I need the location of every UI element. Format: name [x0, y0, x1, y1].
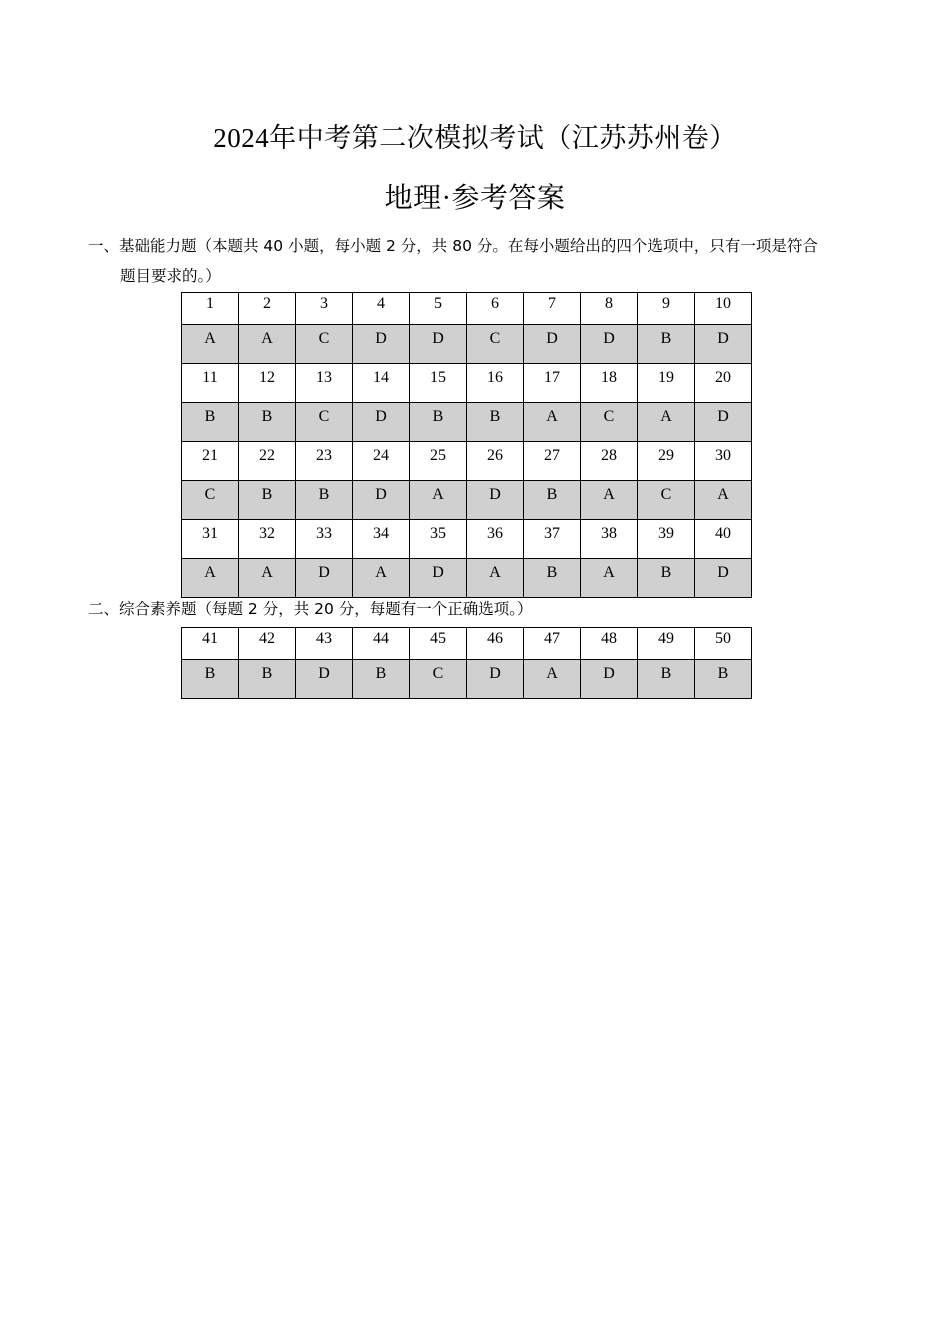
answer-cell: B [410, 403, 467, 442]
question-number-cell: 21 [182, 442, 239, 481]
question-number-cell: 2 [239, 293, 296, 325]
question-number-cell: 44 [353, 628, 410, 660]
answer-cell: B [182, 660, 239, 699]
answer-cell: D [353, 325, 410, 364]
section1-heading-line1: 一、基础能力题（本题共 40 小题，每小题 2 分，共 80 分。在每小题给出的四个选项中，只有一项是符合 [88, 237, 818, 255]
answer-cell: D [524, 325, 581, 364]
answer-row [182, 403, 752, 442]
answer-cell: C [638, 481, 695, 520]
question-number-cell: 8 [581, 293, 638, 325]
question-number-cell: 35 [410, 520, 467, 559]
answer-cell: D [695, 559, 752, 598]
question-number-cell: 15 [410, 364, 467, 403]
question-number-cell: 5 [410, 293, 467, 325]
answer-cell: A [581, 481, 638, 520]
answer-cell: A [638, 403, 695, 442]
answer-cell: B [467, 403, 524, 442]
section2-answer-table [181, 627, 752, 699]
answer-cell: D [581, 325, 638, 364]
question-number-cell: 19 [638, 364, 695, 403]
question-number-cell: 27 [524, 442, 581, 481]
answer-cell: B [239, 481, 296, 520]
question-number-cell: 28 [581, 442, 638, 481]
answer-row [182, 660, 752, 699]
answer-cell: A [239, 559, 296, 598]
question-number-cell: 20 [695, 364, 752, 403]
answer-cell: C [581, 403, 638, 442]
question-number-cell: 6 [467, 293, 524, 325]
question-number-cell: 11 [182, 364, 239, 403]
answer-cell: B [524, 559, 581, 598]
answer-cell: B [638, 325, 695, 364]
question-number-row [182, 293, 752, 325]
question-number-cell: 17 [524, 364, 581, 403]
answer-cell: C [182, 481, 239, 520]
question-number-row [182, 364, 752, 403]
answer-cell: D [695, 325, 752, 364]
answer-cell: A [467, 559, 524, 598]
question-number-cell: 48 [581, 628, 638, 660]
question-number-cell: 23 [296, 442, 353, 481]
question-number-cell: 4 [353, 293, 410, 325]
answer-cell: D [353, 481, 410, 520]
answer-cell: D [467, 481, 524, 520]
question-number-cell: 43 [296, 628, 353, 660]
question-number-cell: 40 [695, 520, 752, 559]
document-title: 2024年中考第二次模拟考试（江苏苏州卷） [213, 123, 737, 153]
question-number-cell: 9 [638, 293, 695, 325]
answer-cell: A [353, 559, 410, 598]
question-number-cell: 13 [296, 364, 353, 403]
answer-cell: A [695, 481, 752, 520]
section1-heading-line2: 题目要求的。） [120, 267, 221, 285]
question-number-cell: 39 [638, 520, 695, 559]
answer-cell: B [524, 481, 581, 520]
question-number-cell: 18 [581, 364, 638, 403]
question-number-cell: 31 [182, 520, 239, 559]
question-number-cell: 34 [353, 520, 410, 559]
question-number-cell: 47 [524, 628, 581, 660]
question-number-row [182, 628, 752, 660]
question-number-cell: 12 [239, 364, 296, 403]
question-number-cell: 37 [524, 520, 581, 559]
answer-row [182, 559, 752, 598]
answer-cell: A [182, 325, 239, 364]
question-number-cell: 1 [182, 293, 239, 325]
question-number-cell: 29 [638, 442, 695, 481]
answer-cell: C [296, 325, 353, 364]
answer-cell: D [695, 403, 752, 442]
answer-cell: D [353, 403, 410, 442]
section1-heading [88, 231, 868, 291]
question-number-cell: 42 [239, 628, 296, 660]
question-number-cell: 3 [296, 293, 353, 325]
answer-cell: B [182, 403, 239, 442]
answer-cell: D [296, 660, 353, 699]
section2-heading: 二、综合素养题（每题 2 分，共 20 分，每题有一个正确选项。） [88, 600, 533, 618]
question-number-cell: 26 [467, 442, 524, 481]
answer-cell: D [296, 559, 353, 598]
answer-cell: D [581, 660, 638, 699]
question-number-cell: 33 [296, 520, 353, 559]
answer-cell: B [695, 660, 752, 699]
question-number-cell: 30 [695, 442, 752, 481]
question-number-cell: 45 [410, 628, 467, 660]
answer-cell: A [524, 660, 581, 699]
answer-cell: A [524, 403, 581, 442]
answer-cell: C [467, 325, 524, 364]
question-number-cell: 24 [353, 442, 410, 481]
answer-cell: B [638, 559, 695, 598]
question-number-cell: 41 [182, 628, 239, 660]
question-number-cell: 14 [353, 364, 410, 403]
answer-row [182, 325, 752, 364]
question-number-cell: 50 [695, 628, 752, 660]
question-number-cell: 7 [524, 293, 581, 325]
answer-cell: B [239, 403, 296, 442]
question-number-row [182, 520, 752, 559]
answer-cell: A [239, 325, 296, 364]
question-number-cell: 16 [467, 364, 524, 403]
question-number-cell: 46 [467, 628, 524, 660]
question-number-cell: 32 [239, 520, 296, 559]
section1-answer-table [181, 292, 752, 598]
answer-cell: C [296, 403, 353, 442]
answer-cell: B [239, 660, 296, 699]
answer-row [182, 481, 752, 520]
question-number-cell: 22 [239, 442, 296, 481]
answer-cell: D [410, 559, 467, 598]
answer-cell: B [296, 481, 353, 520]
answer-cell: A [410, 481, 467, 520]
answer-cell: A [182, 559, 239, 598]
question-number-cell: 10 [695, 293, 752, 325]
answer-cell: B [638, 660, 695, 699]
answer-cell: D [410, 325, 467, 364]
answer-cell: D [467, 660, 524, 699]
answer-cell: C [410, 660, 467, 699]
question-number-cell: 36 [467, 520, 524, 559]
question-number-cell: 25 [410, 442, 467, 481]
question-number-row [182, 442, 752, 481]
answer-cell: B [353, 660, 410, 699]
question-number-cell: 49 [638, 628, 695, 660]
document-subtitle: 地理·参考答案 [384, 183, 566, 214]
question-number-cell: 38 [581, 520, 638, 559]
answer-cell: A [581, 559, 638, 598]
